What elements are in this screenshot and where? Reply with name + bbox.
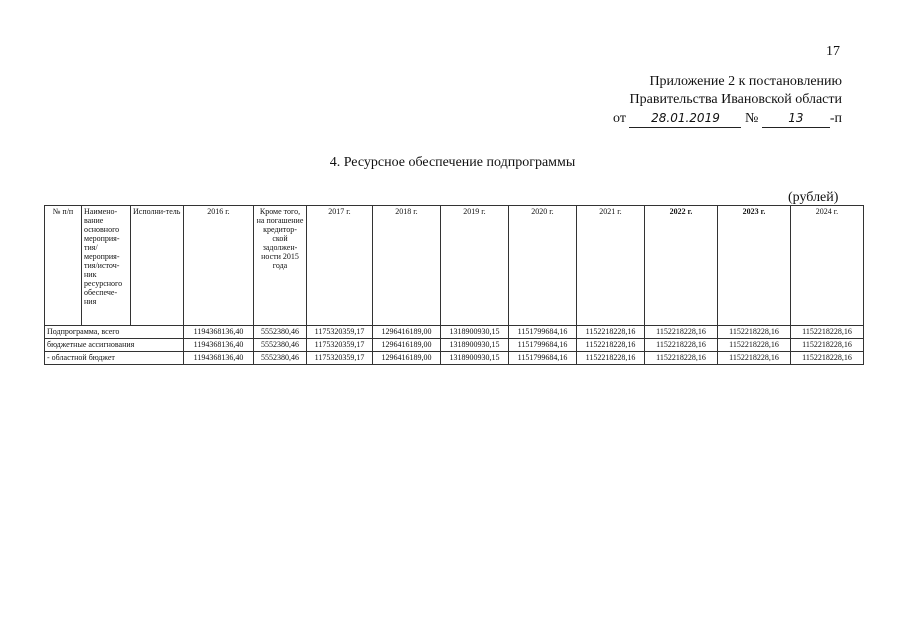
from-label: от xyxy=(613,111,626,126)
approval-header xyxy=(613,73,842,128)
cell-value: 5552380,46 xyxy=(254,339,307,352)
date-number-line xyxy=(613,109,842,128)
column-header: 2022 г. xyxy=(645,206,718,326)
column-header: 2020 г. xyxy=(509,206,577,326)
cell-value: 1152218228,16 xyxy=(577,339,645,352)
cell-value: 1151799684,16 xyxy=(509,352,577,365)
column-header: 2017 г. xyxy=(307,206,373,326)
cell-value: 1152218228,16 xyxy=(645,326,718,339)
cell-value: 1152218228,16 xyxy=(791,339,864,352)
cell-value: 1318900930,15 xyxy=(441,339,509,352)
cell-value: 1152218228,16 xyxy=(791,352,864,365)
appendix-line: Приложение 2 к постановлению xyxy=(649,74,842,89)
cell-value: 1152218228,16 xyxy=(718,352,791,365)
decree-number: 13 xyxy=(762,109,830,128)
cell-value: 1152218228,16 xyxy=(791,326,864,339)
cell-value: 1151799684,16 xyxy=(509,326,577,339)
cell-value: 5552380,46 xyxy=(254,352,307,365)
table-header-row xyxy=(45,206,864,326)
table-row xyxy=(45,326,864,339)
cell-value: 1194368136,40 xyxy=(184,339,254,352)
table-row xyxy=(45,352,864,365)
cell-value: 1296416189,00 xyxy=(373,339,441,352)
column-header: 2024 г. xyxy=(791,206,864,326)
table-row xyxy=(45,339,864,352)
cell-value: 1194368136,40 xyxy=(184,352,254,365)
cell-value: 1152218228,16 xyxy=(718,339,791,352)
number-suffix: -п xyxy=(829,111,842,126)
row-label: - областной бюджет xyxy=(45,352,184,365)
cell-value: 1318900930,15 xyxy=(441,352,509,365)
column-header: 2019 г. xyxy=(441,206,509,326)
units-label: (рублей) xyxy=(788,190,839,205)
row-label: Подпрограмма, всего xyxy=(45,326,184,339)
section-title: 4. Ресурсное обеспечение подпрограммы xyxy=(329,155,576,170)
column-header: Кроме того, на погашение кредитор-ской задолжен-ности 2015 года xyxy=(254,206,307,326)
cell-value: 1152218228,16 xyxy=(577,352,645,365)
cell-value: 1194368136,40 xyxy=(184,326,254,339)
number-label: № xyxy=(744,111,759,126)
column-header: 2016 г. xyxy=(184,206,254,326)
column-header: Наимено-вание основного мероприя-тия/ мероприя-тия/источ-ник ресурсного обеспече-ния xyxy=(82,206,131,326)
column-header: Исполни-тель xyxy=(131,206,184,326)
page-number: 17 xyxy=(826,44,840,59)
column-header: 2023 г. xyxy=(718,206,791,326)
cell-value: 1152218228,16 xyxy=(718,326,791,339)
resource-table xyxy=(44,205,864,365)
cell-value: 1152218228,16 xyxy=(577,326,645,339)
column-header: № п/п xyxy=(45,206,82,326)
cell-value: 1152218228,16 xyxy=(645,352,718,365)
cell-value: 1175320359,17 xyxy=(307,339,373,352)
row-label: бюджетные ассигнования xyxy=(45,339,184,352)
cell-value: 1175320359,17 xyxy=(307,352,373,365)
cell-value: 1296416189,00 xyxy=(373,352,441,365)
cell-value: 1175320359,17 xyxy=(307,326,373,339)
column-header: 2018 г. xyxy=(373,206,441,326)
cell-value: 5552380,46 xyxy=(254,326,307,339)
cell-value: 1152218228,16 xyxy=(645,339,718,352)
cell-value: 1151799684,16 xyxy=(509,339,577,352)
government-line: Правительства Ивановской области xyxy=(629,92,842,107)
column-header: 2021 г. xyxy=(577,206,645,326)
decree-date: 28.01.2019 xyxy=(629,109,741,128)
cell-value: 1296416189,00 xyxy=(373,326,441,339)
cell-value: 1318900930,15 xyxy=(441,326,509,339)
